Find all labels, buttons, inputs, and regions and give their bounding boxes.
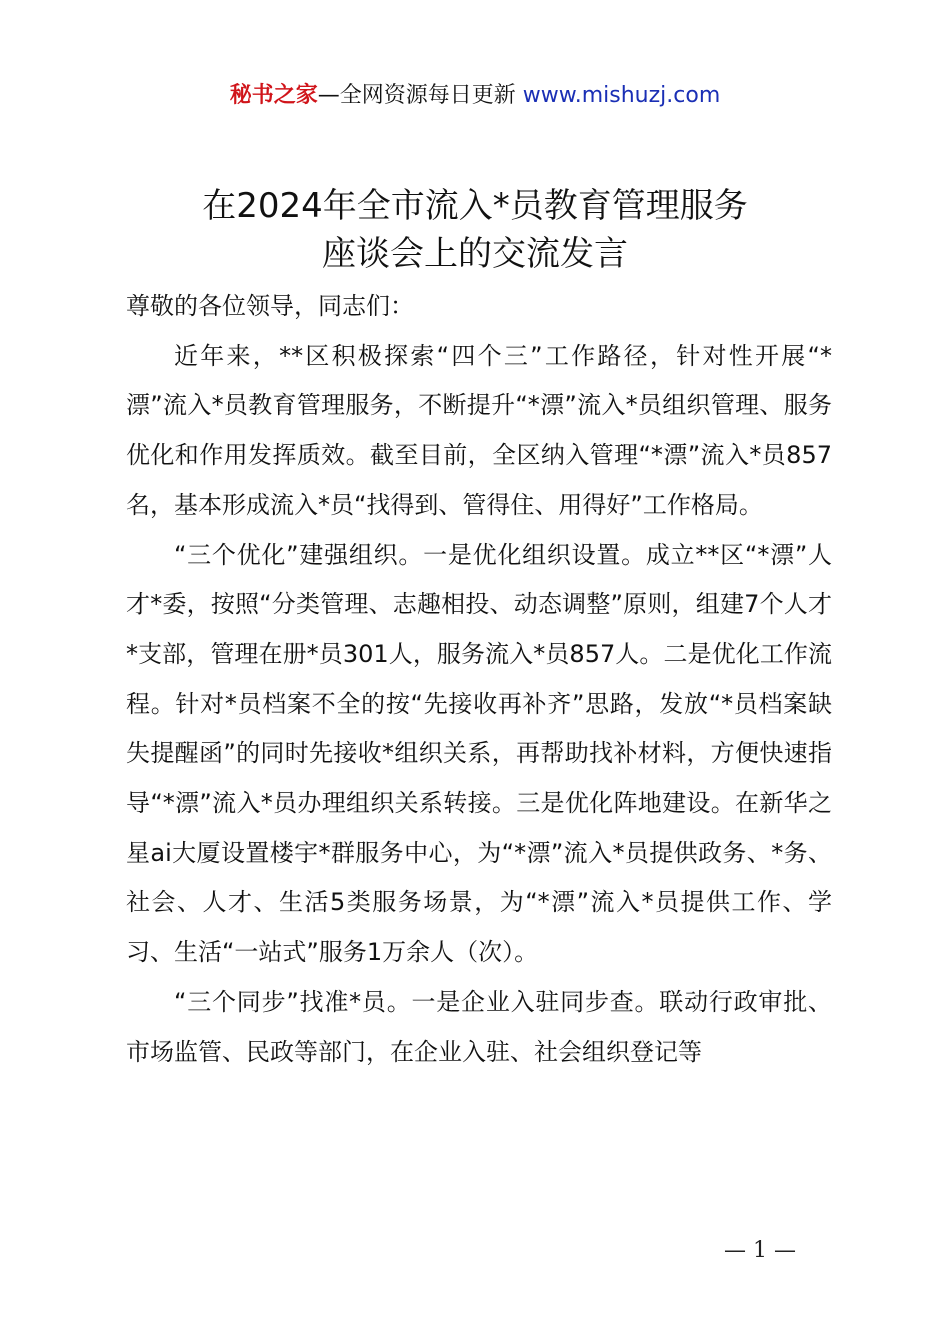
- page-number: — 1 —: [724, 1238, 796, 1263]
- document-body: [126, 282, 832, 1077]
- salutation: 尊敬的各位领导，同志们：: [126, 292, 414, 320]
- document-title: [0, 182, 950, 278]
- site-url-link[interactable]: www.mishuzj.com: [522, 83, 721, 108]
- title-line-1: 在2024年全市流入*员教育管理服务: [202, 186, 748, 226]
- title-line-2: 座谈会上的交流发言: [322, 234, 628, 274]
- paragraph-synchronization: “三个同步”找准*员。一是企业入驻同步查。联动行政审批、市场监管、民政等部门，在企业入驻、社会组织登记等: [126, 987, 832, 1066]
- site-header: [0, 80, 950, 112]
- paragraph-intro: 近年来，**区积极探索“四个三”工作路径，针对性开展“*漂”流入*员教育管理服务，不断提升“*漂”流入*员组织管理、服务优化和作用发挥质效。截至目前，全区纳入管理“*漂”流入*员857名，基本形成流入*员“找得到、管得住、用得好”工作格局。: [126, 341, 832, 519]
- site-brand: 秘书之家: [229, 83, 318, 108]
- paragraph-optimization: “三个优化”建强组织。一是优化组织设置。成立**区“*漂”人才*委，按照“分类管理、志趣相投、动态调整”原则，组建7个人才*支部，管理在册*员301人，服务流入*员857人。二是优化工作流程。针对*员档案不全的按“先接收再补齐”思路，发放“*员档案缺失提醒函”的同时先接收*组织关系，再帮助找补材料，方便快速指导“*漂”流入*员办理组织关系转接。三是优化阵地建设。在新华之星ai大厦设置楼宇*群服务中心，为“*漂”流入*员提供政务、*务、社会、人才、生活5类服务场景，为“*漂”流入*员提供工作、学习、生活“一站式”服务1万余人（次）。: [126, 540, 832, 967]
- site-tagline: —全网资源每日更新: [317, 83, 516, 108]
